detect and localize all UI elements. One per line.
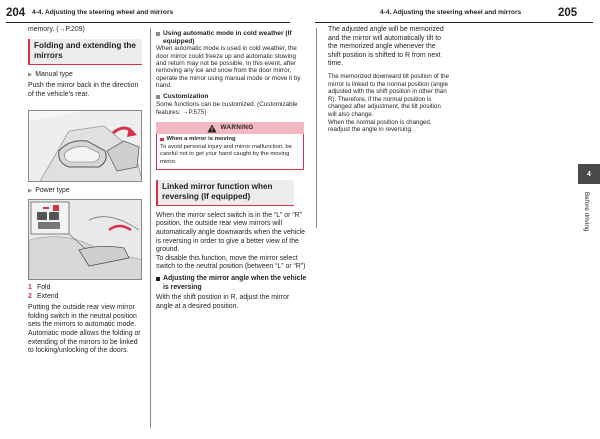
power-mirror-switch-illustration <box>28 199 142 280</box>
right-section-title: 4-4. Adjusting the steering wheel and mirrors <box>380 9 522 16</box>
adjust-angle-text: With the shift position in R, adjust the mirror angle at a desired position. <box>156 294 290 310</box>
fold-legend: 1 Fold <box>28 284 51 291</box>
adjust-angle-heading: Adjusting the mirror angle when the vehicle is reversing <box>156 275 308 292</box>
linked-mirror-heading: Linked mirror function when reversing (If equipped) <box>156 180 294 206</box>
automatic-mode-text: Putting the outside rear view mirror folding switch in the neutral position sets the mirrors to automatic mode. Automatic mode allows the folding or extending of the mirrors to be linked to locking/unlocking of the doors. <box>28 304 141 355</box>
column-divider-1 <box>150 28 151 428</box>
middle-column <box>156 30 308 311</box>
disable-function-text: To disable this function, move the mirror select switch to the neutral position (between “L” or “R”) <box>156 254 306 271</box>
manual-type-label: ▶ Manual type <box>28 70 73 78</box>
folding-heading: Folding and extending the mirrors <box>28 39 142 65</box>
manual-type-text: Push the mirror back in the direction of the vehicle’s rear. <box>28 82 139 98</box>
triangle-bullet-icon: ▶ <box>28 71 33 78</box>
warning-box <box>156 122 304 170</box>
left-column-lower <box>28 284 142 356</box>
left-column <box>28 26 142 99</box>
right-header-rule <box>315 22 593 23</box>
cold-weather-text: When automatic mode is used in cold weather, the door mirror could freeze up and automatic stowing and return may not be possible. In this event, after removing any ice and snow from the door mirror, operate the mirror using manual mode or move it by hand. <box>156 45 301 90</box>
right-column <box>328 26 450 134</box>
memorized-angle-text: The adjusted angle will be memorized and the mirror will automatically tilt to the memorized angle whenever the shift position is shifted to R from next time. <box>328 26 444 68</box>
power-type-label: ▶ Power type <box>28 187 70 194</box>
extend-legend: 2 Extend <box>28 292 59 300</box>
tilt-position-text: The memorized downward tilt position of the mirror is linked to the normal position (angle adjusted with the shift position in other than R). Therefore, if the normal position is changed after adjustment, the tilt position will also change. <box>328 72 450 118</box>
right-page-number: 205 <box>558 7 578 19</box>
warning-header: WARNING <box>156 122 304 134</box>
customization-heading: Customization <box>156 93 308 102</box>
readjust-text: When the normal position is changed, readjust the angle in reversing. <box>328 118 432 134</box>
column-divider-2 <box>316 28 317 228</box>
power-type-block <box>28 187 142 196</box>
intro-text: memory. (→P.209) <box>28 26 85 33</box>
left-section-title: 4-4. Adjusting the steering wheel and mirrors <box>32 9 174 16</box>
cold-weather-heading: Using automatic mode in cold weather (If equipped) <box>156 30 308 45</box>
chapter-tab-label: Before driving <box>583 192 590 232</box>
left-header-rule <box>6 22 290 23</box>
left-page-number: 204 <box>6 7 26 19</box>
customization-text: Some functions can be customized. (Customizable features: →P.575) <box>156 101 298 116</box>
warning-body <box>156 134 304 170</box>
triangle-bullet-icon: ▶ <box>28 188 33 194</box>
warning-text: To avoid personal injury and mirror malfunction, be careful not to get your hand caught by the moving mirror. <box>160 144 292 165</box>
linked-mirror-text: When the mirror select switch is in the “L” or “R” position, the outside rear view mirrors will automatically angle downwards when the vehicle is reversing in order to give a better view of the ground. <box>156 211 305 254</box>
chapter-tab[interactable]: 4 <box>578 164 600 184</box>
warning-subheading: When a mirror is moving <box>160 136 300 143</box>
manual-mirror-illustration <box>28 110 142 182</box>
warning-triangle-icon <box>207 124 217 133</box>
